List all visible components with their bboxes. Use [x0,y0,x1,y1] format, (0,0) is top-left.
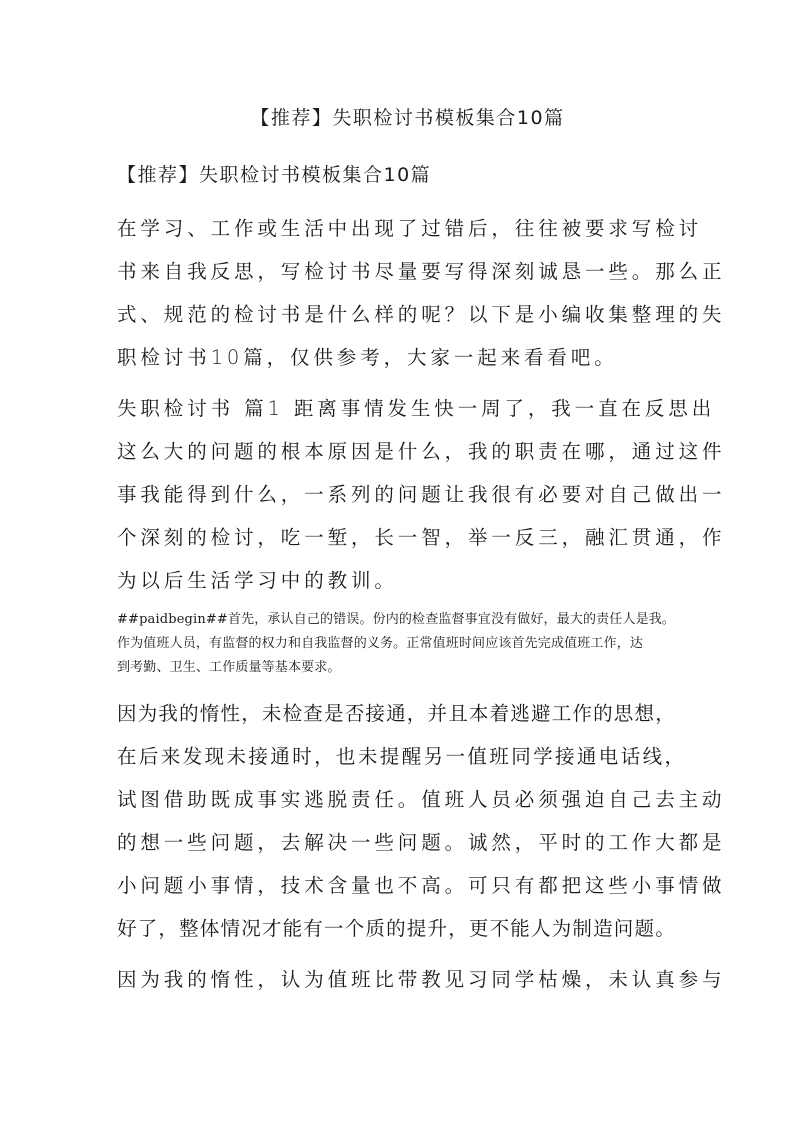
section-1-line: 为以后生活学习中的教训。 [117,569,398,592]
document-title: 【推荐】失职检讨书模板集合10篇 [250,107,565,129]
section-2-line: 在后来发现未接通时，也未提醒另一值班同学接通电话线， [117,745,687,768]
section-2-line: 试图借助既成事实逃脱责任。值班人员必须强迫自己去主动 [117,788,726,811]
intro-line: 书来自我反思，写检讨书尽量要写得深刻诚恳一些。那么正 [117,260,726,283]
paid-line: 作为值班人员，有监督的权力和自我监督的义务。正常值班时间应该首先完成值班工作，达 [117,636,644,651]
section-2-line: 的想一些问题，去解决一些问题。诚然，平时的工作大都是 [117,831,726,854]
section-1-line: 个深刻的检讨，吃一堑，长一智，举一反三，融汇贯通，作 [117,526,726,549]
section-2-line: 因为我的惰性，未检查是否接通，并且本着逃避工作的思想， [117,702,676,725]
section-1-line: 事我能得到什么，一系列的问题让我很有必要对自己做出一 [117,483,726,506]
section-3-line: 因为我的惰性，认为值班比带教见习同学枯燥，未认真参与 [117,968,726,991]
intro-line: 式、规范的检讨书是什么样的呢？以下是小编收集整理的失 [117,303,726,326]
paid-line: ##paidbegin##首先，承认自己的错误。份内的检查监督事宜没有做好，最大的责任人是我。 [117,612,676,627]
section-2-line: 小问题小事情，技术含量也不高。可只有都把这些小事情做 [117,874,726,897]
intro-line: 在学习、工作或生活中出现了过错后，往往被要求写检讨 [117,217,703,240]
paid-line: 到考勤、卫生、工作质量等基本要求。 [117,660,341,675]
document-subtitle: 【推荐】失职检讨书模板集合10篇 [117,164,432,186]
section-1-line: 失职检讨书 篇1 距离事情发生快一周了，我一直在反思出 [117,397,716,420]
section-2-line: 好了，整体情况才能有一个质的提升，更不能人为制造问题。 [117,917,676,940]
intro-line: 职检讨书10篇，仅供参考，大家一起来看看吧。 [117,346,618,369]
section-1-line: 这么大的问题的根本原因是什么，我的职责在哪，通过这件 [117,440,726,463]
